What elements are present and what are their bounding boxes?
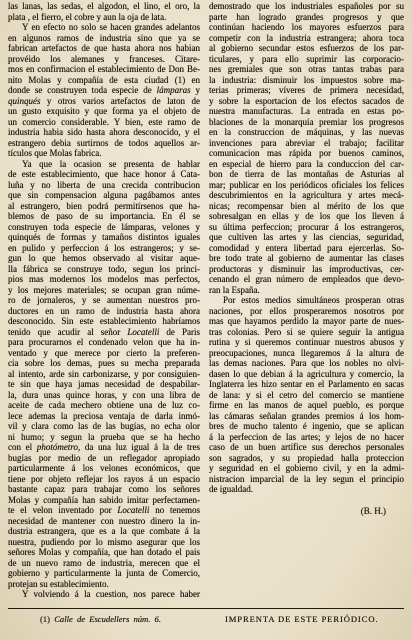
text-line xyxy=(8,85,200,96)
text-line: y los mejores materiales; se ocupan gran núme- xyxy=(8,284,200,295)
text-line: las demas naciones. Para que los nobles no olvi- xyxy=(209,358,404,368)
text-line: ro de jornaleros, y se aumentan nuestros pro- xyxy=(8,295,200,305)
text-line: industria habia sido hasta ahora desconocido, y el xyxy=(8,127,200,137)
text-line: bugías por medio de un reflegador apropiado xyxy=(8,452,200,463)
left-column xyxy=(8,1,200,600)
text-line: dustria estrangera, que es a la que combate á la xyxy=(8,526,200,536)
text-line: provéido los alemanes y franceses. Citare- xyxy=(8,53,200,64)
text-line: nistracion imparcial de la ley segun el principio xyxy=(209,473,404,484)
text-line: nuestra manufacturas. La entrada en estas po- xyxy=(209,106,404,116)
text-segment: y otros varios artefactos de laton de xyxy=(40,95,200,106)
text-line: mos en confirmacion el establecimiento de Don Be- xyxy=(8,64,200,74)
footnote-marker: (1) xyxy=(40,614,51,624)
text-line: ductores en un ramo de industria hasta ahora xyxy=(8,305,200,316)
text-line: en especial de hierro para la conduccion del car- xyxy=(209,158,404,169)
text-segment: , da una luz igual á la de tres xyxy=(77,442,200,452)
text-line: continúan haciendo los mayores esfuerzos para xyxy=(209,22,404,32)
footer-rule xyxy=(8,608,404,609)
text-line: tículos que Molas fabrica. xyxy=(8,148,102,158)
text-line: nicas; recompensar bien al mérito de los que xyxy=(209,200,404,211)
paragraph xyxy=(8,1,200,22)
text-line: necesidad de mantener con nuestro dinero la in- xyxy=(8,515,200,526)
text-line: comunicacion mas rápida por buenos caminos, xyxy=(209,148,404,158)
right-column xyxy=(209,1,404,516)
text-line: particularmente á los velones económicos, que xyxy=(8,463,200,473)
text-line: protejan su establecimiento. xyxy=(8,578,109,589)
paragraph xyxy=(209,1,404,295)
paragraph xyxy=(8,589,200,600)
text-line: vil y clara como las de las bugías, no echa olor xyxy=(8,421,200,431)
text-line: rutina y si queremos continuar nuestros abusos y xyxy=(209,337,404,347)
text-line: productoras y disminuir las improductivas, cer- xyxy=(209,263,404,274)
text-segment: no tenemos xyxy=(149,505,200,515)
text-line: cia sobre los demas, pues su mecha preparada xyxy=(8,358,200,368)
text-line xyxy=(8,505,200,516)
text-line: que cultiven las artes y las ciencias, seguridad, xyxy=(209,232,404,242)
text-line: aceite de cada mechero obtiene una de luz co- xyxy=(8,400,200,410)
text-line: al estrangero, bien podrá permitírsenos que ha- xyxy=(8,200,200,211)
text-line: firme en las manos de aquel pueblo, es porque xyxy=(209,400,404,410)
text-line: al gobierno secundar estos esfuerzos de los par- xyxy=(209,43,404,53)
text-line: pios mas modernos los modelos mas perfectos, xyxy=(8,274,200,284)
page-footer xyxy=(0,613,412,627)
text-line: fabrican artefactos de que hasta ahora nos habian xyxy=(8,43,200,53)
text-line: bres de mucho talento é ingenio, que se aplican xyxy=(209,421,404,431)
text-line: ticulares, y para ello suprimir las corporacio- xyxy=(209,53,404,64)
text-line: nes gremiales que son otras tantas trabas para xyxy=(209,64,404,74)
text-line: luña y no liberta de una crecida contribucion xyxy=(8,179,200,190)
text-line: sobresalgan en ellas y de los que los lleven á xyxy=(209,211,404,221)
text-line: gobierno y particularmente la junta de Comercio, xyxy=(8,568,200,578)
text-line: son sagrados, y su propiedad halla proteccion xyxy=(209,452,404,463)
paragraph xyxy=(8,22,200,159)
text-segment: tenido que acudir al señor xyxy=(8,326,128,337)
text-line: un gusto exquisito y que forma ya el objeto de xyxy=(8,106,200,116)
text-line: nito Molas y compañía de esta ciudad (1) en xyxy=(8,74,200,85)
text-line: la industria: disminuir los impuestos sobre ma- xyxy=(209,74,404,85)
text-line xyxy=(8,327,200,338)
text-line: parte han logrado grandes progresos y que xyxy=(209,11,404,22)
paragraph xyxy=(8,159,200,590)
text-line: Molas y compañía han sabido imitar perfectamen- xyxy=(8,494,200,505)
text-line: dasen lo que debian á la agricultura y comercio, la xyxy=(209,368,404,379)
text-line: en algunos ramos de industria sino que ya se xyxy=(8,32,200,43)
text-line: mas que hayamos perdido la mayor parte de nues- xyxy=(209,316,404,326)
text-segment: donde se construyen toda especie de xyxy=(8,85,157,95)
text-line: Por estos medios simultáneos prosperan otras xyxy=(223,295,404,305)
text-line: comodidad y entera libertad para ejercerlas. So- xyxy=(209,242,404,253)
paragraph xyxy=(209,295,404,495)
text-line: gun lo que hemos observado al visitar aque- xyxy=(8,253,200,263)
text-line: bon de tierra de las montañas de Asturias al xyxy=(209,169,404,179)
text-line: al intento, arde sin carbonizarse, y por consiguien- xyxy=(8,368,200,379)
text-line: lla fábrica se construye todo, segun los princi- xyxy=(8,263,200,274)
text-line: construyen toda especie de lámparas, velones y xyxy=(8,221,200,232)
italic-text: lámparas xyxy=(156,85,191,95)
text-line: y sobre la esportacion de los efectos sacados de xyxy=(209,95,404,106)
text-line: su última perfeccion; procurar á los estrangeros, xyxy=(209,221,404,232)
text-segment: con el xyxy=(8,442,37,452)
text-line: competir con la industria estrangera; ahora toca xyxy=(209,32,404,43)
text-segment: te el velon inventado por xyxy=(8,505,118,515)
text-line: para procurarnos el condenado velon que ha in- xyxy=(8,337,200,347)
text-line: Inglaterra les hizo sentar en el Parlamento en sacas xyxy=(209,379,404,389)
text-line: las cámaras señalan grandes premios á los hom- xyxy=(209,410,404,421)
author-signature: (B. H.) xyxy=(360,505,386,516)
text-line: y seguridad en el gobierno civil, y en la admi- xyxy=(209,463,404,473)
text-line: quinqués de formas y tamaños distintos iguales xyxy=(8,232,200,242)
text-line: de un nuevo ramo de industria, merecen que el xyxy=(8,557,200,568)
text-line: desconocido. Sin este establecimiento habríamos xyxy=(8,316,200,326)
text-segment: de Paris xyxy=(159,326,201,337)
text-line: tras colonias. Pero si se quiere seguir la antigua xyxy=(209,326,404,337)
text-line: te sin que haya jamas necesidad de despabilar- xyxy=(8,379,200,389)
text-line: blemos de paso de su importancia. En él se xyxy=(8,211,200,221)
text-line: en la construccion de máquinas, y las nuevas xyxy=(209,127,404,137)
text-line: bre todo trate al gobierno de aumentar las clases xyxy=(209,253,404,263)
text-line: plata , el fierro, el cobre y aun la oja de lata. xyxy=(8,11,167,22)
text-line: bastante capaz para trabajar como los señores xyxy=(8,484,200,494)
text-line: Y volviendo á la cuestion, nos parece haber xyxy=(22,589,200,599)
text-line: de este establecimiento, que hace honor á Cata- xyxy=(8,169,200,179)
text-line: de lana: y si el cetro del comercio se mantiene xyxy=(209,389,404,400)
text-line: de igualdad. xyxy=(209,484,253,494)
footnote-text: Calle de Escudellers núm. 6. xyxy=(54,614,161,624)
text-line: ni humo; y segun la prueba que se ha hecho xyxy=(8,431,200,442)
italic-text: photómetro xyxy=(36,442,78,452)
text-line: señores Molas y compañía, que han dotado el pais xyxy=(8,547,200,557)
text-line: Ya que la ocasion se presenta de hablar xyxy=(22,158,200,169)
text-line: blaciones de la monarquía premiar los progresos xyxy=(209,116,404,127)
text-line: á la perfeccion de las artes; y lejos de no hacer xyxy=(209,431,404,442)
text-line: demostrado que los industriales españoles por su xyxy=(209,1,404,11)
text-line: que sin compensacion alguna pagábamos antes xyxy=(8,190,200,200)
text-line: tiene por objeto reflejar los rayos á un espacio xyxy=(8,473,200,484)
text-line: preocupaciones, nunca llegaremos á la altura de xyxy=(209,347,404,358)
text-line: las lanas, las sedas, el algodon, el lino, el oro, la xyxy=(8,1,200,11)
italic-text: quinqués xyxy=(8,95,41,106)
text-line: naciones, por ellos prosperaremos nosotros por xyxy=(209,305,404,316)
text-line: nuestra, pudiendo por lo mismo asegurar que los xyxy=(8,536,200,547)
text-line xyxy=(8,96,200,107)
text-line: ventado y que merece por cierto la preferen- xyxy=(8,347,200,358)
text-line: cenando el gran número de empleados que devo- xyxy=(209,274,404,284)
italic-text: Locatelli xyxy=(117,505,150,515)
text-line: la, dura unas quince horas, y con una libra de xyxy=(8,389,200,400)
text-line: lece ademas la preciosa ventaja de darla inmó- xyxy=(8,410,200,421)
text-line: estrangero debia surtirnos de todos aquellos ar- xyxy=(8,137,200,148)
text-line: mar; publicar en los periódicos oficiales los felices xyxy=(209,179,404,190)
text-segment: y xyxy=(190,85,201,95)
italic-text: Locatelli xyxy=(127,326,160,337)
right-column-text xyxy=(209,1,404,495)
text-line: caso de un buen artífice sus derechos personales xyxy=(209,442,404,452)
text-line: descubrimientos en la agricultura y artes mecá- xyxy=(209,190,404,200)
footnote xyxy=(40,613,161,625)
text-line: en pulido y perfeccion á los estrangeros; y se- xyxy=(8,242,200,253)
text-line: un comercio considerable. Y bien, este ramo de xyxy=(8,116,200,127)
text-line: Y en efecto no solo se hacen grandes adelantos xyxy=(22,22,200,32)
printer-imprint: IMPRENTA DE ESTE PERIÓDICO. xyxy=(225,614,379,624)
text-line: terias primeras; víveres de primera necesidad, xyxy=(209,85,404,95)
text-line: ran la España. xyxy=(209,284,260,295)
text-line xyxy=(8,442,200,453)
text-line: invenciones para abreviar el trabajo; facilitar xyxy=(209,137,404,148)
